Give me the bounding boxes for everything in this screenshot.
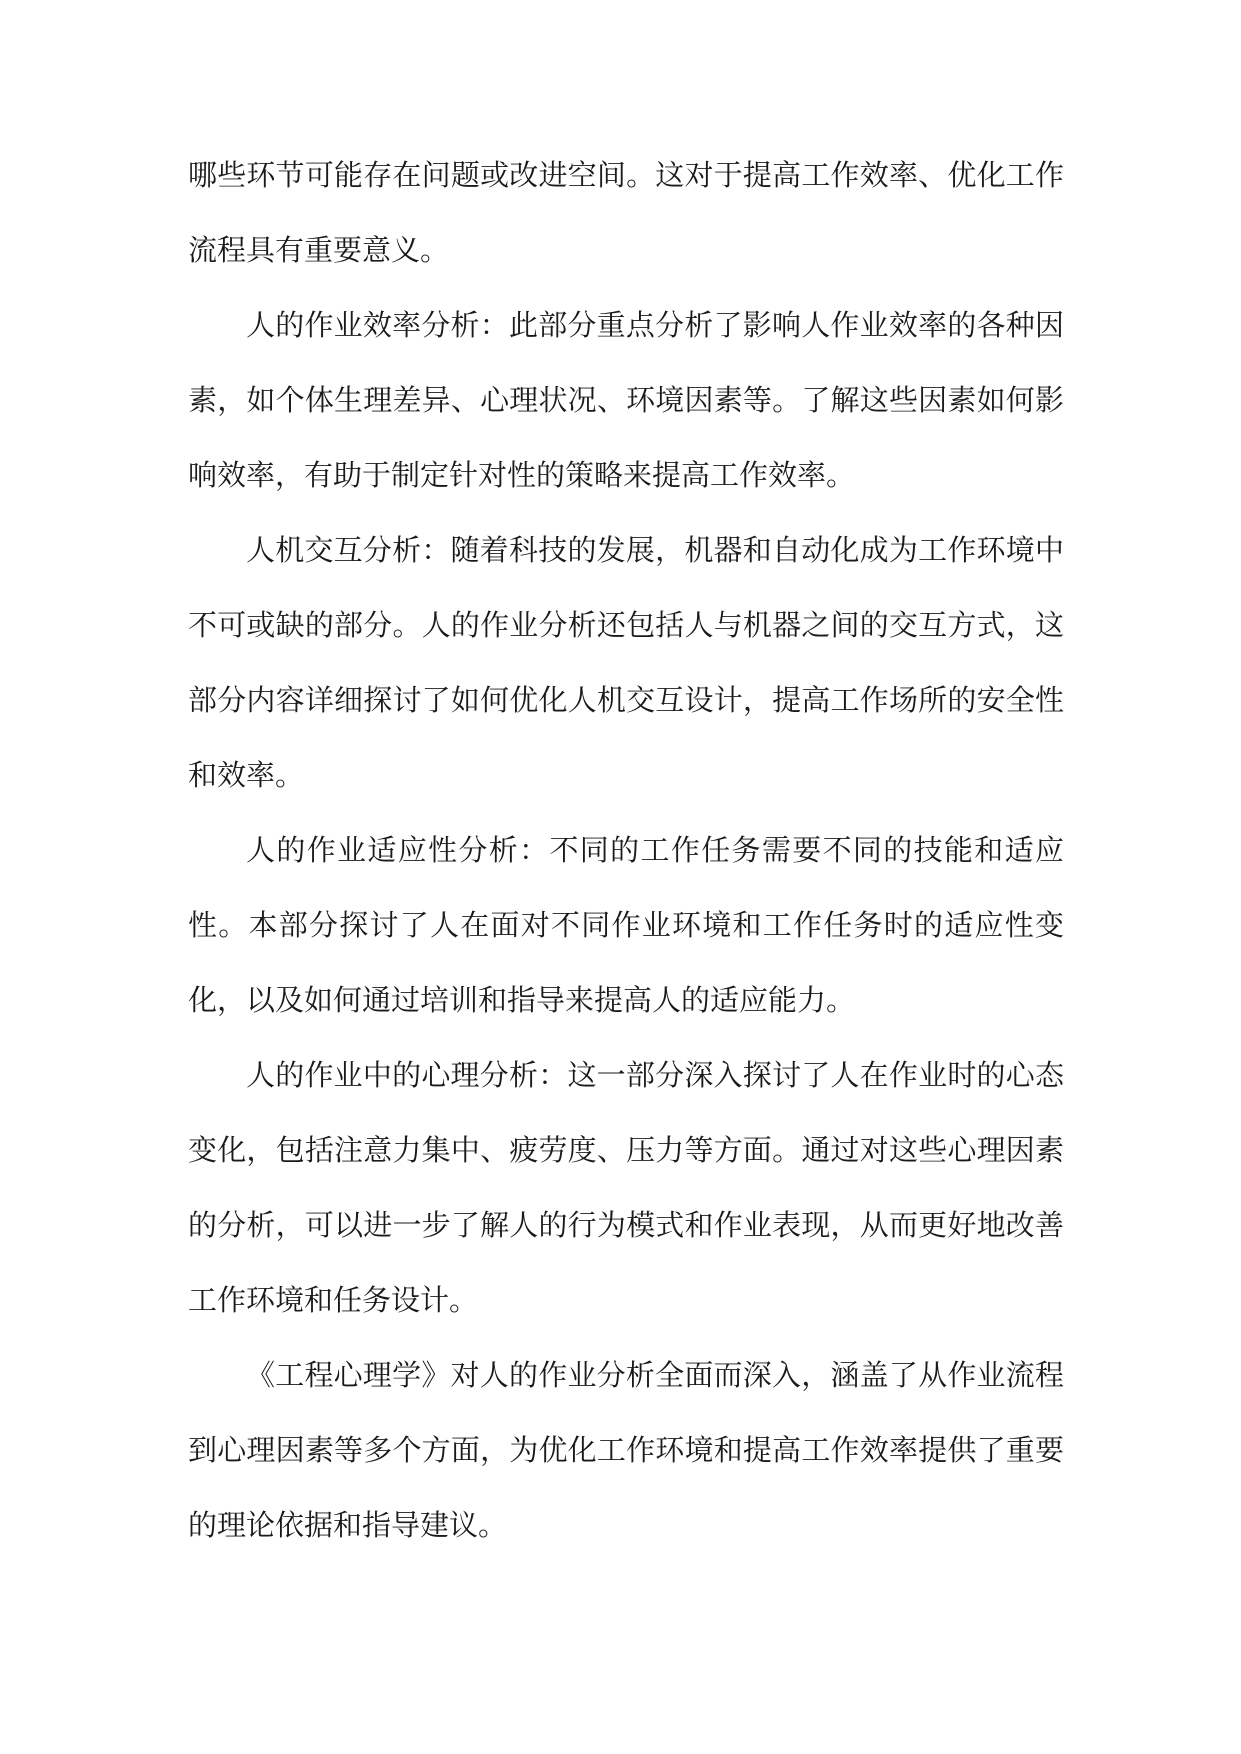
paragraph-continuation: 哪些环节可能存在问题或改进空间。这对于提高工作效率、优化工作流程具有重要意义。 — [188, 158, 1064, 267]
paragraph-human-machine-interaction: 人机交互分析：随着科技的发展，机器和自动化成为工作环境中不可或缺的部分。人的作业分析还包括人与机器之间的交互方式，这部分内容详细探讨了如何优化人机交互设计，提高工作场所的安全性和效率。 — [188, 533, 1064, 792]
paragraph-psychological-analysis: 人的作业中的心理分析：这一部分深入探讨了人在作业时的心态变化，包括注意力集中、疲劳度、压力等方面。通过对这些心理因素的分析，可以进一步了解人的行为模式和作业表现，从而更好地改善工作环境和任务设计。 — [188, 1058, 1064, 1317]
paragraph-efficiency-analysis: 人的作业效率分析：此部分重点分析了影响人作业效率的各种因素，如个体生理差异、心理状况、环境因素等。了解这些因素如何影响效率，有助于制定针对性的策略来提高工作效率。 — [188, 308, 1064, 492]
paragraph-conclusion: 《工程心理学》对人的作业分析全面而深入，涵盖了从作业流程到心理因素等多个方面，为优化工作环境和提高工作效率提供了重要的理论依据和指导建议。 — [188, 1358, 1064, 1542]
document-body — [188, 138, 1064, 1563]
paragraph-adaptability-analysis: 人的作业适应性分析：不同的工作任务需要不同的技能和适应性。本部分探讨了人在面对不同作业环境和工作任务时的适应性变化，以及如何通过培训和指导来提高人的适应能力。 — [188, 833, 1064, 1017]
